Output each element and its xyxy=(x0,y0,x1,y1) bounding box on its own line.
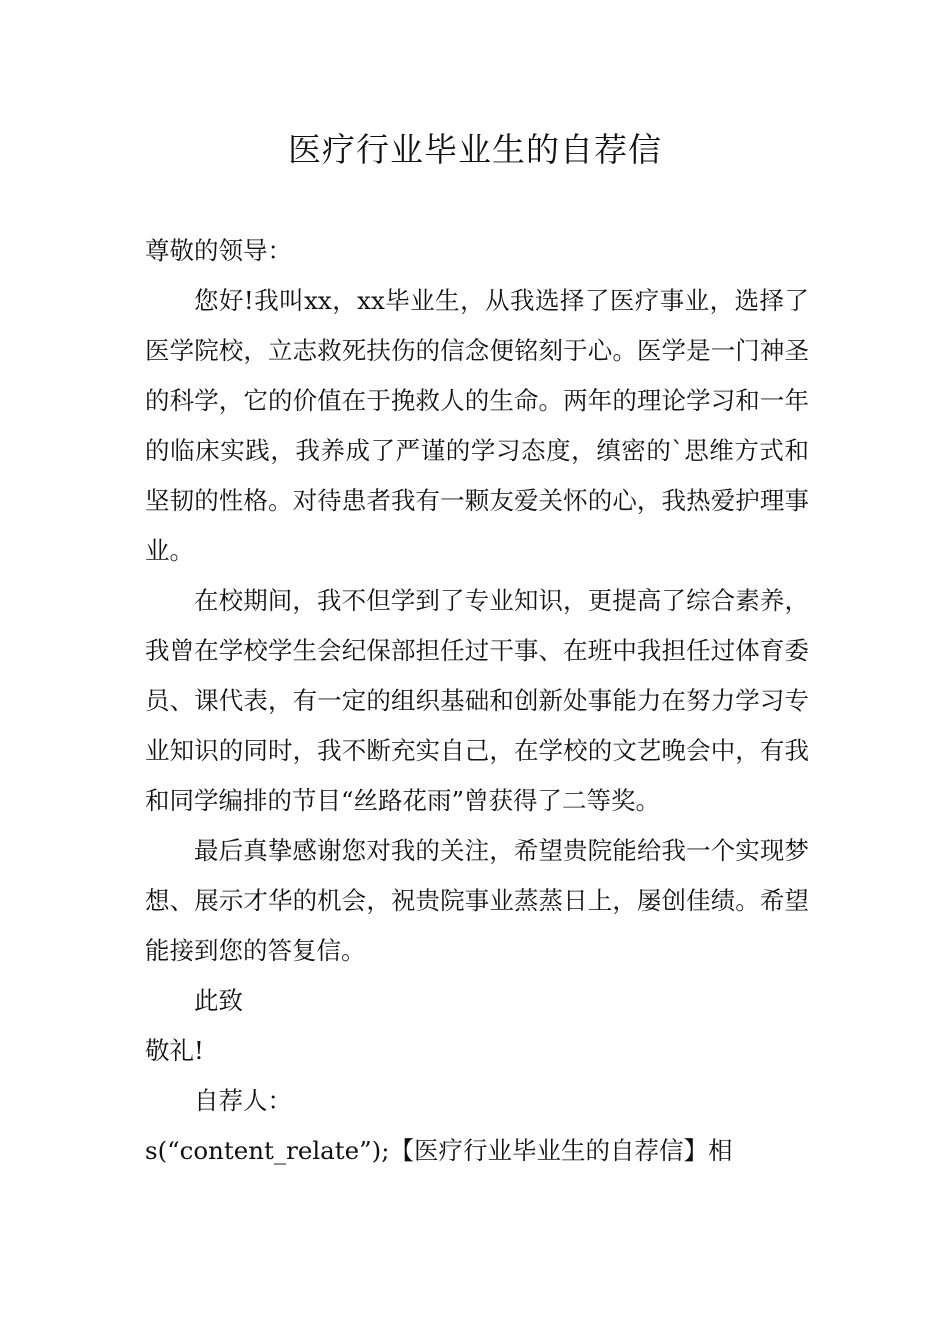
footer-line: s(“content_relate”);【医疗行业毕业生的自荐信】相 xyxy=(145,1136,733,1165)
document-title: 医疗行业毕业生的自荐信 xyxy=(288,130,662,169)
paragraph-thanks: 最后真挚感谢您对我的关注，希望贵院能给我一个实现梦想、展示才华的机会，祝贵院事业蒸蒸日上，屡创佳绩。希望能接到您的答复信。 xyxy=(145,836,809,965)
signature-line: 自荐人： xyxy=(194,1086,292,1115)
paragraph-school: 在校期间，我不但学到了专业知识，更提高了综合素养，我曾在学校学生会纪保部担任过干事、在班中我担任过体育委员、课代表，有一定的组织基础和创新处事能力在努力学习专业知识的同时，我不断充实自己，在学校的文艺晚会中，有我和同学编排的节目“丝路花雨”曾获得了二等奖。 xyxy=(145,586,809,815)
letter-body xyxy=(145,226,809,1176)
salutation: 尊敬的领导： xyxy=(145,236,292,265)
regards-line: 敬礼! xyxy=(145,1036,204,1065)
paragraph-intro: 您好!我叫xx，xx毕业生，从我选择了医疗事业，选择了医学院校，立志救死扶伤的信念便铭刻于心。医学是一门神圣的科学，它的价值在于挽救人的生命。两年的理论学习和一年的临床实践，我养成了严谨的学习态度，缜密的`思维方式和坚韧的性格。对待患者我有一颗友爱关怀的心，我热爱护理事业。 xyxy=(145,286,809,565)
closing-line: 此致 xyxy=(194,986,243,1015)
